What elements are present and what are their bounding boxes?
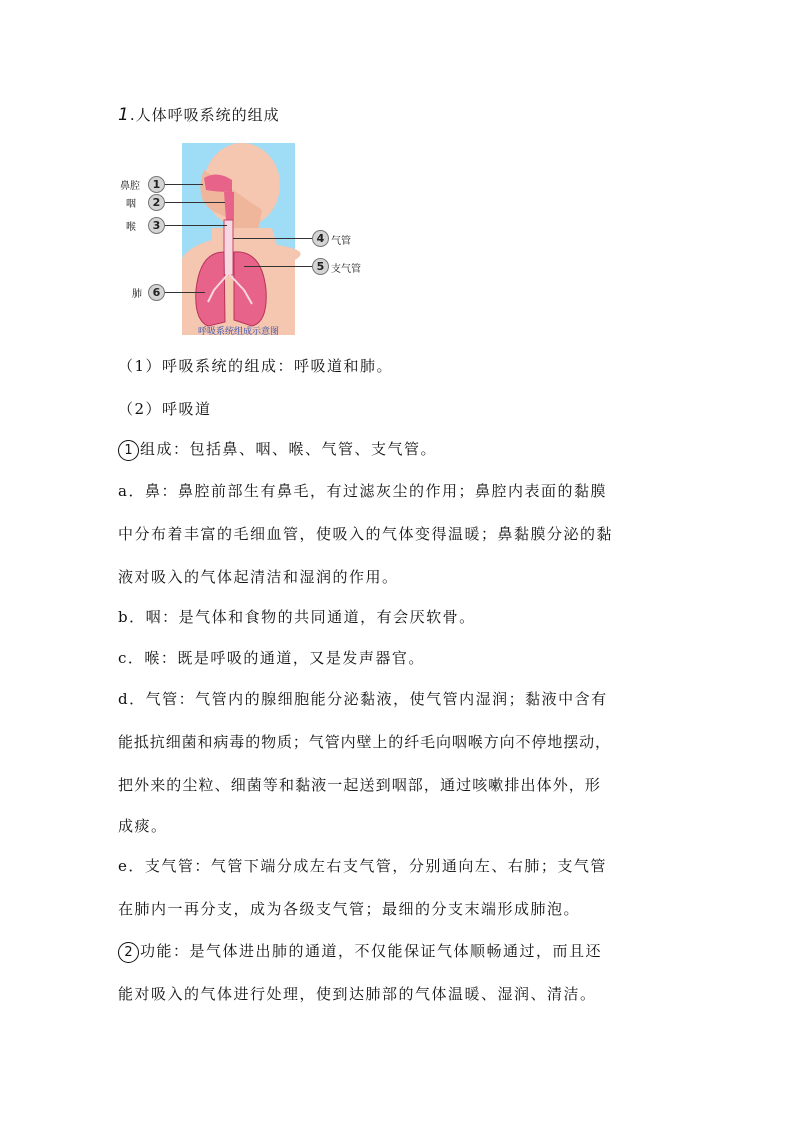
para-pharynx: b．咽：是气体和食物的共同通道，有会厌软骨。: [118, 608, 476, 626]
circled-number-1: 1: [118, 440, 139, 461]
label-text-6: 肺: [132, 289, 142, 300]
para-function-line-1-text: 功能：是气体进出肺的通道，不仅能保证气体顺畅通过，而且还: [140, 942, 603, 960]
leader-line-5: [244, 266, 312, 267]
heading-title: .人体呼吸系统的组成: [129, 106, 280, 124]
heading-number: 1: [118, 105, 130, 125]
leader-line-6: [165, 292, 205, 293]
para-trachea-line-3: 把外来的尘粒、细菌等和黏液一起送到咽部，通过咳嗽排出体外，形: [118, 776, 602, 794]
label-text-4: 气管: [331, 236, 351, 247]
label-badge-6: 6: [148, 284, 165, 301]
para-nose-line-3: 液对吸入的气体起清洁和湿润的作用。: [118, 568, 399, 586]
para-trachea-line-1: d．气管：气管内的腺细胞能分泌黏液，使气管内湿润；黏液中含有: [118, 690, 608, 708]
para-system-composition: （1）呼吸系统的组成：呼吸道和肺。: [118, 357, 394, 375]
label-badge-5: 5: [312, 258, 329, 275]
para-trachea-line-4: 成痰。: [118, 817, 168, 835]
figure-caption: 呼吸系统组成示意图: [197, 327, 279, 337]
respiratory-diagram: [112, 140, 392, 340]
leader-line-1: [165, 184, 203, 185]
para-function-line-2: 能对吸入的气体进行处理，使到达肺部的气体温暖、湿润、清洁。: [118, 985, 597, 1003]
para-larynx: c．喉：既是呼吸的通道，又是发声器官。: [118, 649, 425, 667]
para-nose-line-1: a．鼻：鼻腔前部生有鼻毛，有过滤灰尘的作用；鼻腔内表面的黏膜: [118, 482, 607, 500]
para-trachea-line-2: 能抵抗细菌和病毒的物质；气管内壁上的纤毛向咽喉方向不停地摆动，: [118, 733, 611, 751]
section-heading: [118, 104, 280, 125]
label-text-1: 鼻腔: [120, 181, 140, 192]
label-text-5: 支气管: [331, 264, 361, 275]
para-airway-parts-text: 组成：包括鼻、咽、喉、气管、支气管。: [140, 440, 438, 458]
leader-line-3: [165, 225, 227, 226]
trachea-shape: [224, 220, 233, 275]
para-bronchi-line-2: 在肺内一再分支，成为各级支气管；最细的分支末端形成肺泡。: [118, 900, 581, 918]
label-badge-3: 3: [148, 217, 165, 234]
para-airway-heading: （2）呼吸道: [118, 400, 212, 418]
para-airway-parts: [118, 438, 437, 461]
para-nose-line-2: 中分布着丰富的毛细血管，使吸入的气体变得温暖；鼻黏膜分泌的黏: [118, 525, 614, 543]
para-function-line-1: [118, 940, 602, 963]
label-text-2: 咽: [126, 199, 136, 210]
circled-number-2: 2: [118, 942, 139, 963]
label-text-3: 喉: [126, 222, 136, 233]
leader-line-4: [233, 238, 312, 239]
label-badge-1: 1: [148, 176, 165, 193]
leader-line-2: [165, 202, 225, 203]
label-badge-4: 4: [312, 230, 329, 247]
label-badge-2: 2: [148, 194, 165, 211]
para-bronchi-line-1: e．支气管：气管下端分成左右支气管，分别通向左、右肺；支气管: [118, 857, 607, 875]
